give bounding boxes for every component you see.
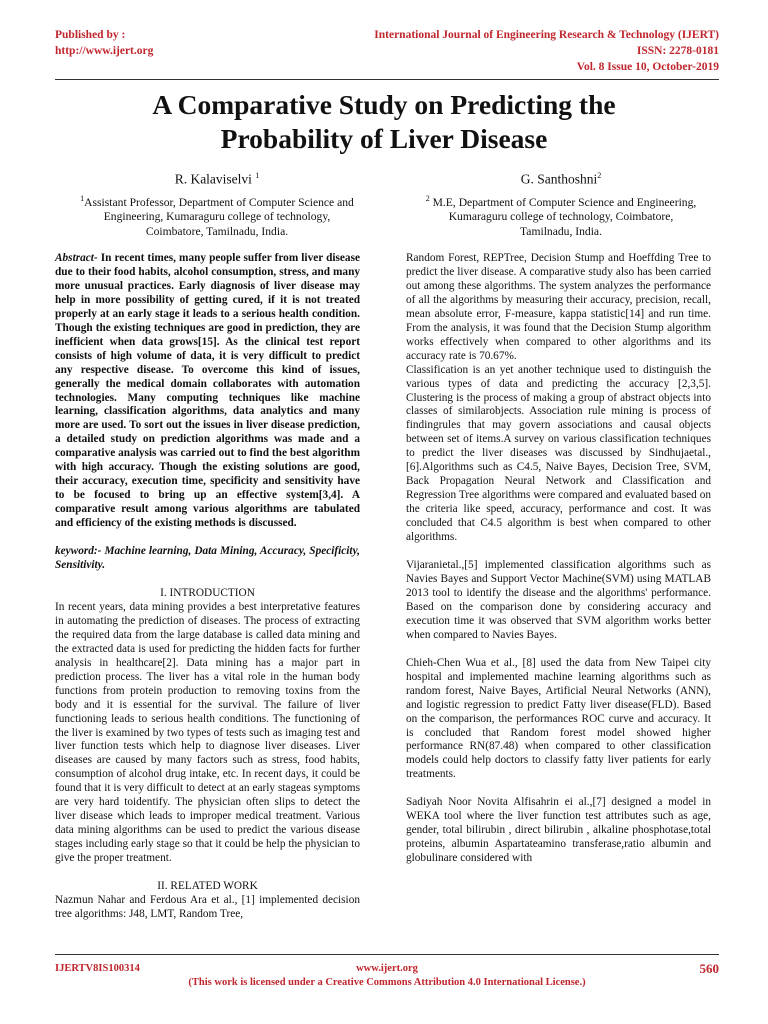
page-number: 560 [699, 961, 719, 976]
paper-id: IJERTV8IS100314 [55, 963, 140, 974]
abstract-text: In recent times, many people suffer from liver disease due to their food habits, alcohol consumption, stress, and many more unusual practices. Early diagnosis of liver disease may help in more possibility of getting cured, if it is not treated properly at an early stage it leads to a serious health condition. Though the existing techniques are good in prediction, they are inefficient when data grows[15]. As the clinical test report consists of high volume of data, it is very difficult to predict any respective disease. To overcome this kind of issues, generally the medical domain collaborates with automation technologies. Many computing techniques like machine learning, classification algorithms, data analytics and many more are used. To sort out the issues in liver disease prediction, a detailed study on prediction algorithms was made and a comparative analysis was carried out to find the best algorithm with high accuracy. Though the existing solutions are good, their accuracy, execution time, specificity and sensitivity have to be focused to bring up an effective system[3,4]. A comparative result among various algorithms are tabulated and efficiency of the existing methods is discussed. [55, 252, 360, 530]
keywords: keyword:- Machine learning, Data Mining, Accuracy, Specificity, Sensitivity. [55, 545, 360, 572]
abstract-label: Abstract- [55, 252, 98, 264]
author-1-affiliation-2: Engineering, Kumaraguru college of technology, [103, 210, 331, 224]
paragraph-5: Sadiyah Noor Novita Alfisahrin ei al.,[7] designed a model in WEKA tool where the liver function test attributes such as age, gender, total bilirubin , direct bilirubin , alkaline phosphotase,total proteins, albumin Aspartateamino transferase,ratio albumin and globulinare considered with [406, 796, 711, 865]
introduction-text: In recent years, data mining provides a best interpretative features in automating the prediction of diseases. The process of extracting the required data from the large database is called data mining and the extracted data is used for predicting the hidden facts for further analysis in healthcare[2]. Data mining has a major part in prediction process. The liver has a vital role in the human body functions from protein production to removing toxins from the body and it is essential for the survival. The failure of liver functioning leads to serious health conditions. The functioning of the liver is examined by two types of tests such as imaging test and liver function tests which help to diagnose liver diseases. Liver diseases are caused by many factors such as stress, food habits, consumption of alcohol drug intake, etc. In recent days, it could be found that it is very difficult to detect at an early stageas symptoms are very hard toidentify. The physician often slips to detect the liver disease which leads to improper medical treatment. Various data mining algorithms can be used to predict the various disease stages including early stage so that it could be help the physician to give the proper treatment. [55, 600, 360, 865]
title-line-1: A Comparative Study on Predicting the [152, 89, 616, 120]
publisher-label: Published by : [55, 29, 126, 41]
author-2-affiliation-1: $^2$ M.E, Department of Computer Science and Engineering, [425, 193, 697, 209]
header-rule [55, 79, 719, 80]
abstract [55, 252, 360, 531]
volume-issue: Vol. 8 Issue 10, October-2019 [576, 61, 719, 73]
header-right [374, 27, 719, 75]
author-1-affiliation-1: $^1$Assistant Professor, Department of Computer Science and [80, 193, 354, 209]
section-heading-related-work: II. RELATED WORK [157, 880, 258, 893]
author-1-affiliation-3: Coimbatore, Tamilnadu, India. [145, 225, 289, 239]
right-column [406, 252, 711, 866]
left-column [55, 252, 360, 922]
author-2-name: G. Santhoshni$^2$ [520, 171, 602, 187]
header-left [55, 27, 153, 59]
paragraph-2: Classification is an yet another technique used to distinguish the various types of data and predicting the accuracy [2,3,5]. Clustering is the process of making a group of abstract objects into classes of similarobjects. Association rule mining is process of findingrules that may govern associations and causal objects between set of items.A survey on various classification techniques to predict the liver diseases was discussed by Sindhujaetal., [6].Algorithms such as C4.5, Naive Bayes, Decision Tree, SVM, Back Propagation Neural Network and Classification and Regression Tree algorithms were compared and evaluated based on the criteria like speed, accuracy, performance and cost. It was concluded that C4.5 algorithm is best when compared to other algorithms. [406, 363, 711, 544]
section-heading-introduction: I. INTRODUCTION [160, 586, 255, 599]
author-2 [396, 168, 726, 239]
footer-rule [55, 954, 719, 955]
issn: ISSN: 2278-0181 [636, 45, 719, 57]
journal-name: International Journal of Engineering Research & Technology (IJERT) [374, 29, 719, 41]
related-work-text: Nazmun Nahar and Ferdous Ara et al., [1] implemented decision tree algorithms: J48, LMT, Random Tree, [55, 893, 360, 920]
journal-url: http://www.ijert.org [55, 45, 154, 57]
author-2-affiliation-3: Tamilnadu, India. [520, 225, 602, 239]
author-1 [52, 168, 382, 239]
paragraph-3: Vijaranietal.,[5] implemented classification algorithms such as Navies Bayes and Support Vector Machine(SVM) using MATLAB 2013 tool to identify the disease and the algorithms' performance. Based on the comparison done by considering accuracy and execution time it was observed that SVM algorithm works better when compared to Navies Bayes. [406, 559, 711, 641]
paper-title [40, 88, 728, 156]
author-2-affiliation-2: Kumaraguru college of technology, Coimbatore, [448, 210, 674, 224]
paragraph-1: Random Forest, REPTree, Decision Stump and Hoeffding Tree to predict the liver disease. A comparative study also has been carried out among these algorithms. The system analyzes the performance of all the algorithms by measuring their accuracy, precision, recall, mean absolute error, F-measure, kappa statistic[14] and run time. From the analysis, it was found that the Decision Stump algorithm works effectively when compared to other algorithms and its accuracy rate is 70.67%. [406, 252, 711, 362]
title-line-2: Probability of Liver Disease [220, 123, 548, 154]
license-notice: (This work is licensed under a Creative Commons Attribution 4.0 International License.) [188, 977, 586, 988]
author-1-name: R. Kalaviselvi $^1$ [174, 171, 260, 187]
footer-website: www.ijert.org [356, 963, 418, 974]
paragraph-4: Chieh-Chen Wua et al., [8] used the data from New Taipei city hospital and implemented machine learning algorithms such as random forest, Naive Bayes, Artificial Neural Networks (ANN), and logistic regression to predict Fatty liver disease(FLD). Based on the comparison, the performances ROC curve and accuracy. It is concluded that Random forest model showed higher performance RN(87.48) when compared to other classification models could help doctors to classify fatty liver patients for early treatments. [406, 656, 711, 781]
